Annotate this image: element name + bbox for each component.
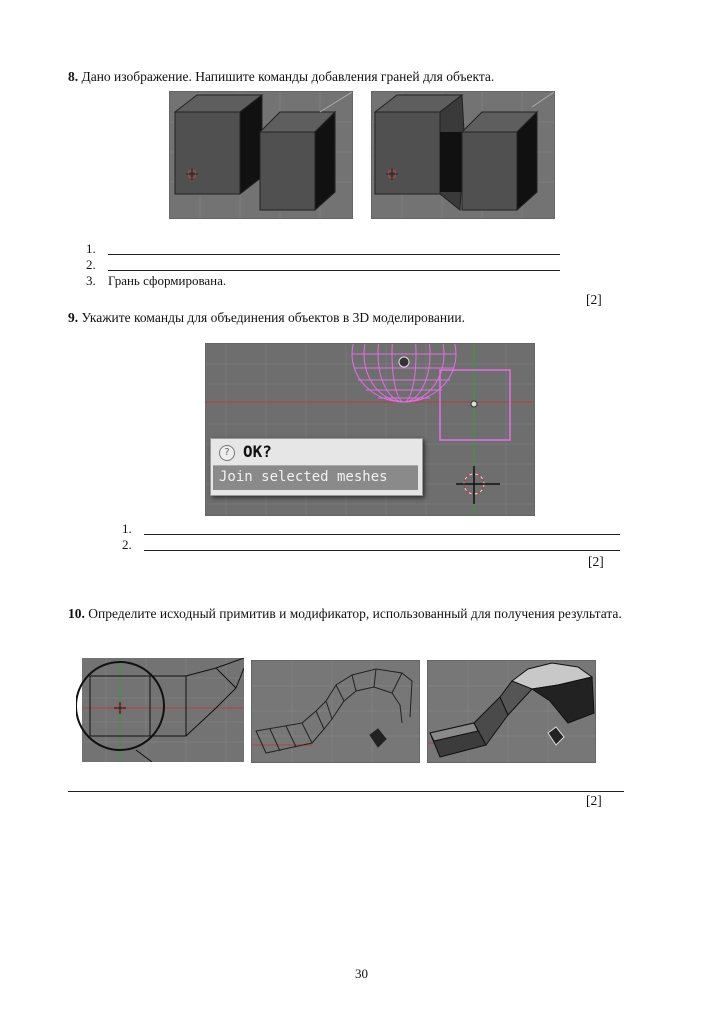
q10-text: Определите исходный примитив и модификатор, использованный для получения результата. (84, 606, 622, 621)
q8-text: Дано изображение. Напишите команды добавления граней для объекта. (78, 69, 495, 84)
q9-text: Укажите команды для объединения объектов в 3D моделировании. (78, 310, 465, 325)
join-option-label: Join selected meshes (219, 469, 388, 485)
answer-rule (108, 270, 560, 271)
q8-marks: [2] (586, 292, 602, 307)
q9-marks: [2] (588, 554, 604, 569)
q9-answer-number: 2. (122, 537, 132, 552)
q10-title (68, 605, 656, 622)
q8-image-cubes-joined (371, 91, 555, 219)
q9-answer-number: 1. (122, 521, 132, 536)
answer-rule (144, 534, 620, 535)
q8-image-cubes-apart (169, 91, 353, 219)
q10-number: 10. (68, 606, 85, 621)
q8-answer-line-3 (86, 273, 566, 288)
q8-answer-line-2[interactable] (86, 257, 566, 272)
join-dialog (210, 438, 423, 496)
answer-rule (108, 254, 560, 255)
page-number: 30 (355, 966, 368, 981)
q8-number: 8. (68, 69, 79, 84)
join-selected-meshes-option[interactable] (213, 465, 418, 490)
q8-answer-number: 3. (86, 273, 96, 288)
q9-number: 9. (68, 310, 79, 325)
q8-answer-number: 2. (86, 257, 96, 272)
join-dialog-title: OK? (243, 442, 272, 461)
q9-answer-line-1[interactable] (122, 521, 622, 536)
q8-answer-line-1[interactable] (86, 241, 566, 256)
q9-title (68, 309, 658, 326)
q9-image-join-dialog (205, 343, 535, 516)
q10-image-solid (427, 660, 596, 763)
question-icon: ? (219, 445, 235, 461)
q8-title (68, 68, 658, 85)
q10-image-wireframe (251, 660, 420, 763)
q10-marks: [2] (586, 793, 602, 808)
q10-image-primitive (76, 658, 244, 762)
q8-answer-number: 1. (86, 241, 96, 256)
q10-answer-line[interactable] (68, 791, 624, 792)
answer-rule (144, 550, 620, 551)
q9-answer-line-2[interactable] (122, 537, 622, 552)
q8-answer-text: Грань сформирована. (108, 273, 227, 288)
